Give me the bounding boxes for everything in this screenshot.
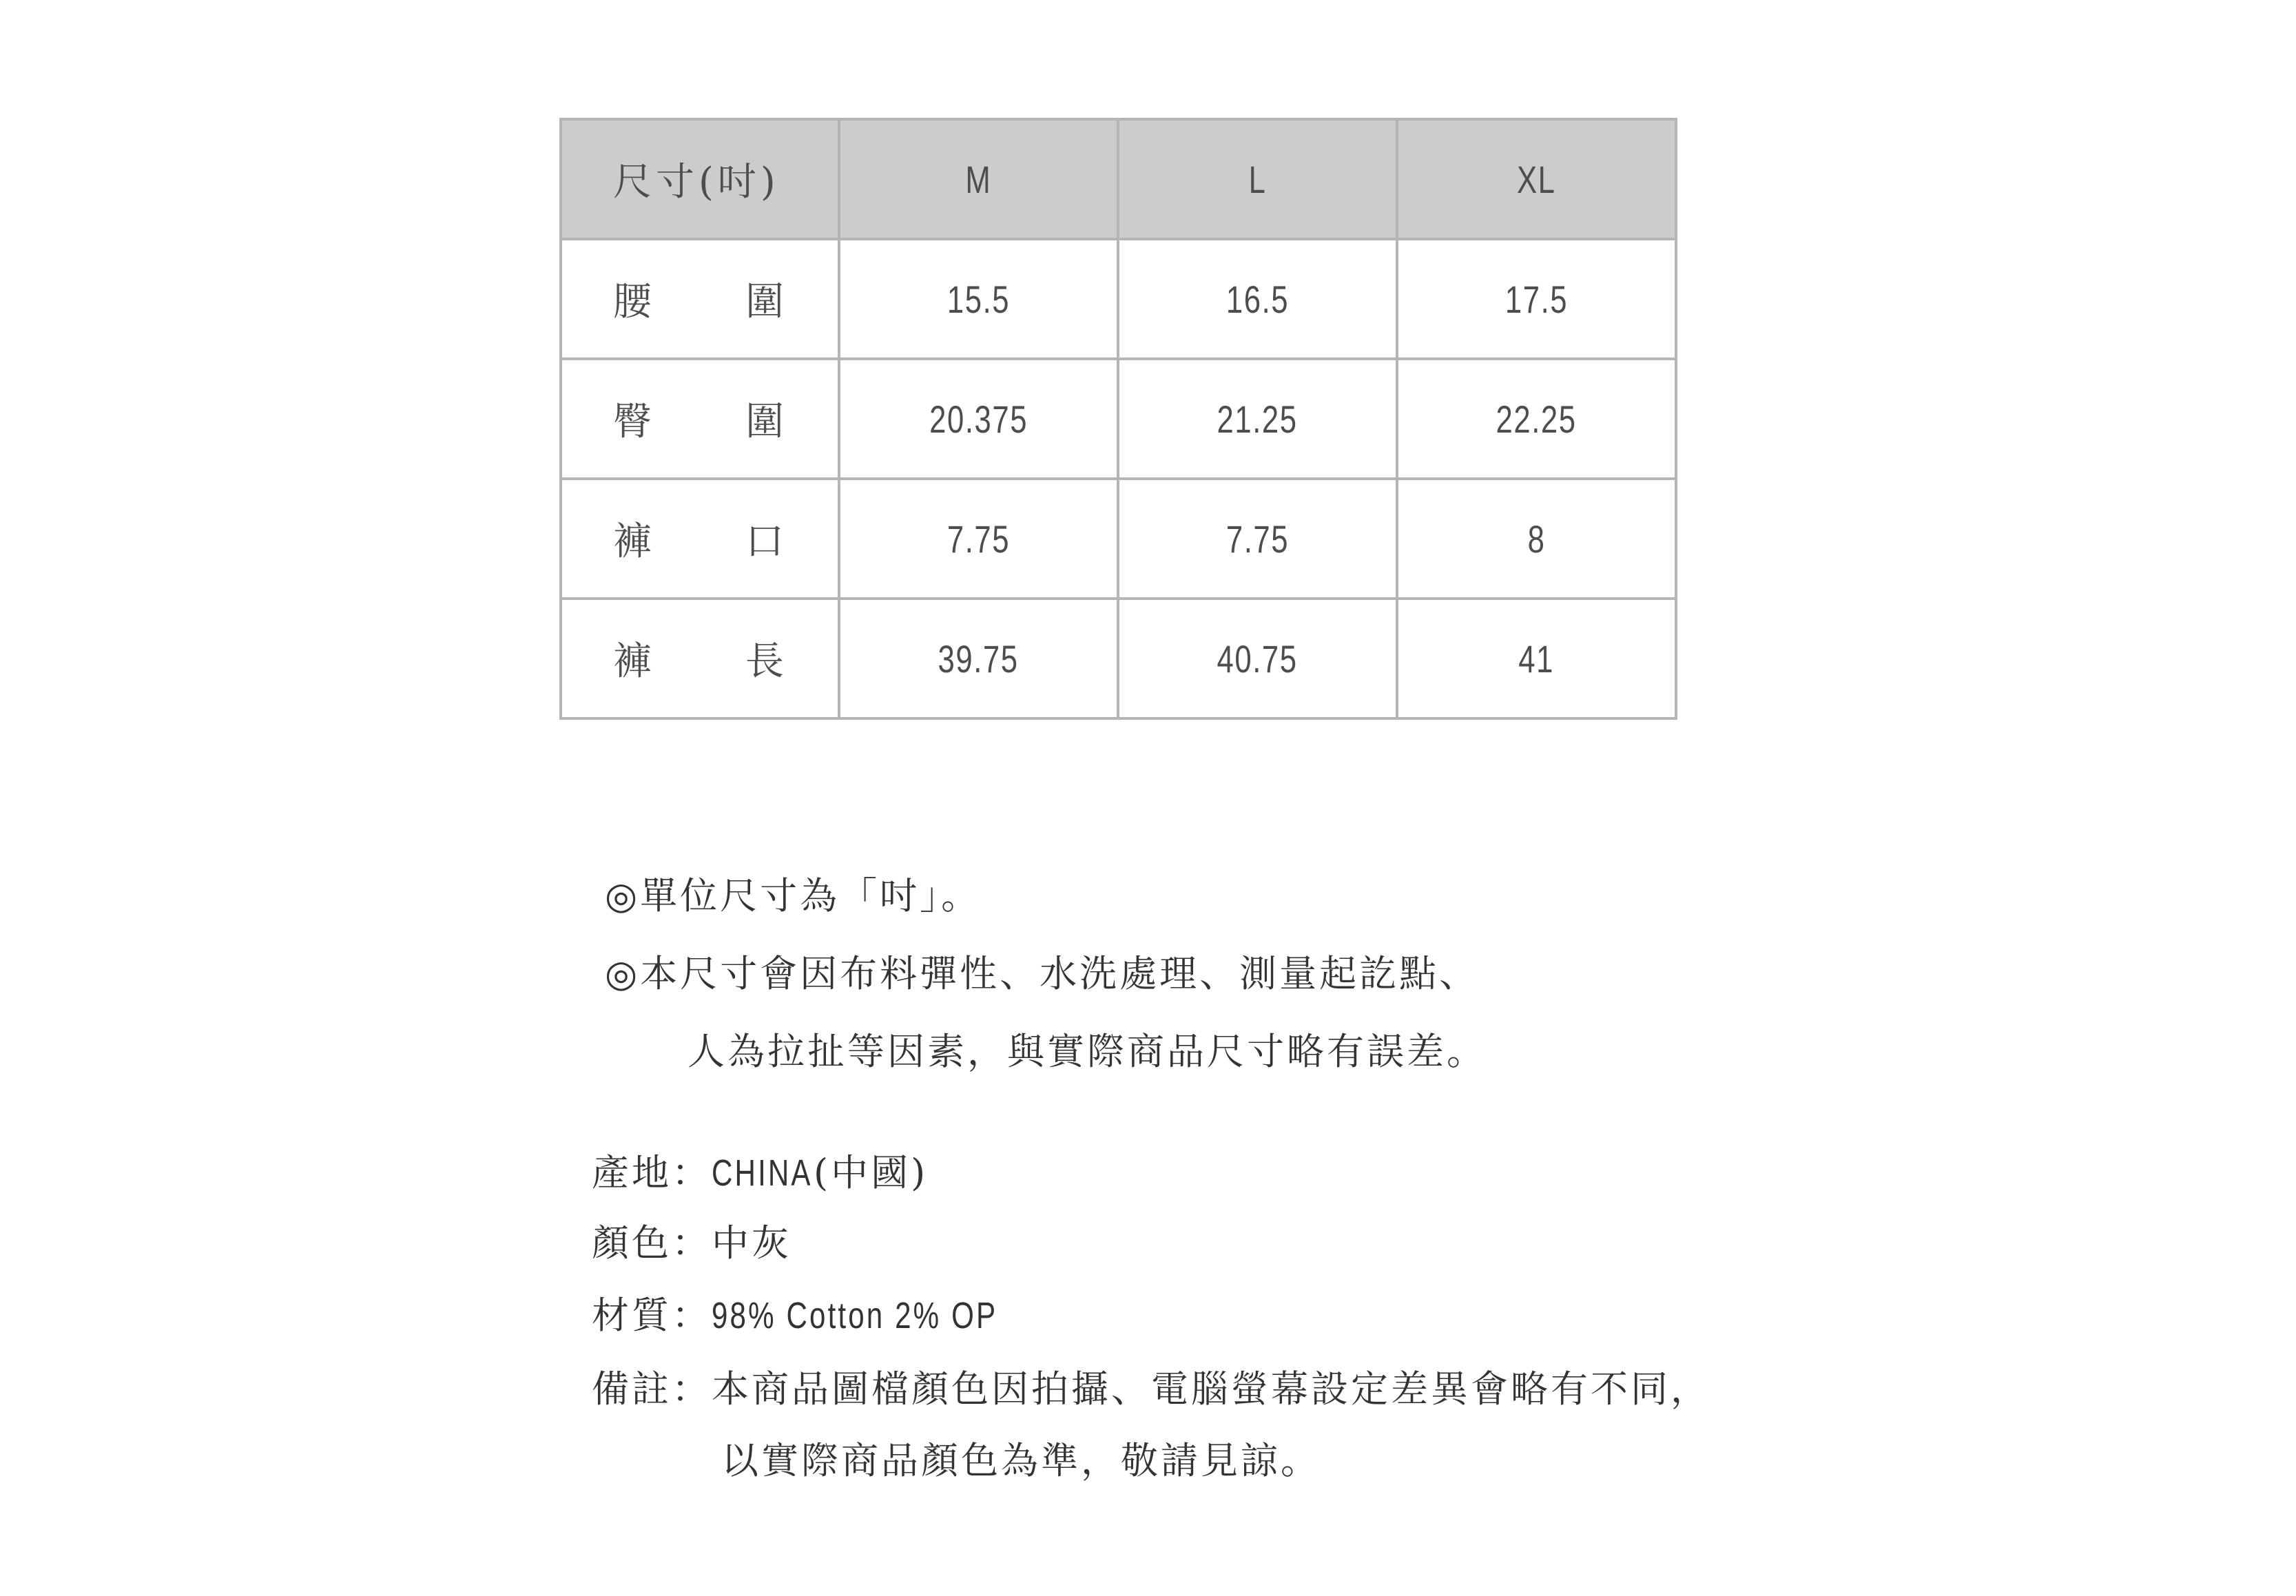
header-label: 尺寸(吋) [613, 160, 780, 205]
material-value: 98% Cotton 2% OP [712, 1295, 998, 1336]
cell-value: 15.5 [947, 277, 1011, 321]
row-label-left: 褲 [613, 519, 653, 564]
header-size-m [839, 119, 1118, 239]
color-line [592, 1214, 792, 1267]
size-chart-header-row [561, 119, 1676, 239]
material-line [592, 1286, 1078, 1339]
origin-line [592, 1143, 928, 1196]
row-label-hip [561, 359, 839, 479]
header-size-xl [1397, 119, 1676, 239]
cell-waist-m [839, 239, 1118, 359]
row-label-right: 長 [745, 639, 785, 684]
cell-waist-l [1118, 239, 1397, 359]
cell-leg-opening-m [839, 479, 1118, 599]
row-label-pant-length [561, 599, 839, 718]
header-label-cell [561, 119, 839, 239]
cell-value: 7.75 [947, 517, 1011, 561]
remark-text-line1: 本商品圖檔顏色因拍攝、電腦螢幕設定差異會略有不同， [712, 1367, 1710, 1411]
color-label: 顏色： [592, 1221, 712, 1265]
remark-label: 備註： [592, 1367, 712, 1411]
remark-line1 [592, 1360, 1710, 1413]
remark-line2: 以實際商品顏色為準，敬請見諒。 [721, 1439, 1321, 1482]
table-row-hip [561, 359, 1676, 479]
variance-note-line1: ◎本尺寸會因布料彈性、水洗處理、測量起訖點、 [605, 952, 1480, 995]
size-chart-table [559, 118, 1677, 720]
cell-value: 7.75 [1225, 517, 1290, 561]
cell-value: 39.75 [938, 636, 1020, 681]
row-label-leg-opening [561, 479, 839, 599]
table-row-leg-opening [561, 479, 1676, 599]
variance-note-line2: 人為拉扯等因素，與實際商品尺寸略有誤差。 [687, 1030, 1487, 1073]
cell-value: 16.5 [1225, 277, 1290, 321]
header-size-l [1118, 119, 1397, 239]
cell-waist-xl [1397, 239, 1676, 359]
cell-leg-opening-xl [1397, 479, 1676, 599]
row-label-left: 腰 [613, 280, 653, 324]
size-label: M [965, 157, 992, 201]
cell-pant-length-xl [1397, 599, 1676, 718]
size-label: L [1248, 157, 1267, 201]
cell-value: 40.75 [1217, 636, 1299, 681]
origin-value-cn: (中國) [814, 1151, 929, 1194]
row-label-left: 臀 [613, 400, 653, 444]
cell-value: 8 [1527, 517, 1546, 561]
cell-value: 20.375 [929, 397, 1028, 441]
origin-label: 產地： [592, 1151, 712, 1194]
size-label: XL [1517, 157, 1556, 201]
cell-value: 17.5 [1504, 277, 1569, 321]
cell-hip-l [1118, 359, 1397, 479]
cell-value: 21.25 [1217, 397, 1299, 441]
cell-hip-xl [1397, 359, 1676, 479]
cell-value: 22.25 [1496, 397, 1578, 441]
row-label-right: 圍 [745, 280, 785, 324]
unit-note: ◎單位尺寸為「吋」。 [605, 874, 982, 918]
row-label-waist [561, 239, 839, 359]
color-value: 中灰 [712, 1221, 792, 1265]
cell-value: 41 [1518, 636, 1555, 681]
row-label-right: 圍 [745, 400, 785, 444]
cell-pant-length-l [1118, 599, 1397, 718]
row-label-left: 褲 [613, 639, 653, 684]
table-row-waist [561, 239, 1676, 359]
cell-hip-m [839, 359, 1118, 479]
cell-leg-opening-l [1118, 479, 1397, 599]
material-label: 材質： [592, 1294, 712, 1337]
origin-value: CHINA [712, 1152, 813, 1194]
table-row-pant-length [561, 599, 1676, 718]
cell-pant-length-m [839, 599, 1118, 718]
row-label-right: 口 [745, 519, 785, 564]
